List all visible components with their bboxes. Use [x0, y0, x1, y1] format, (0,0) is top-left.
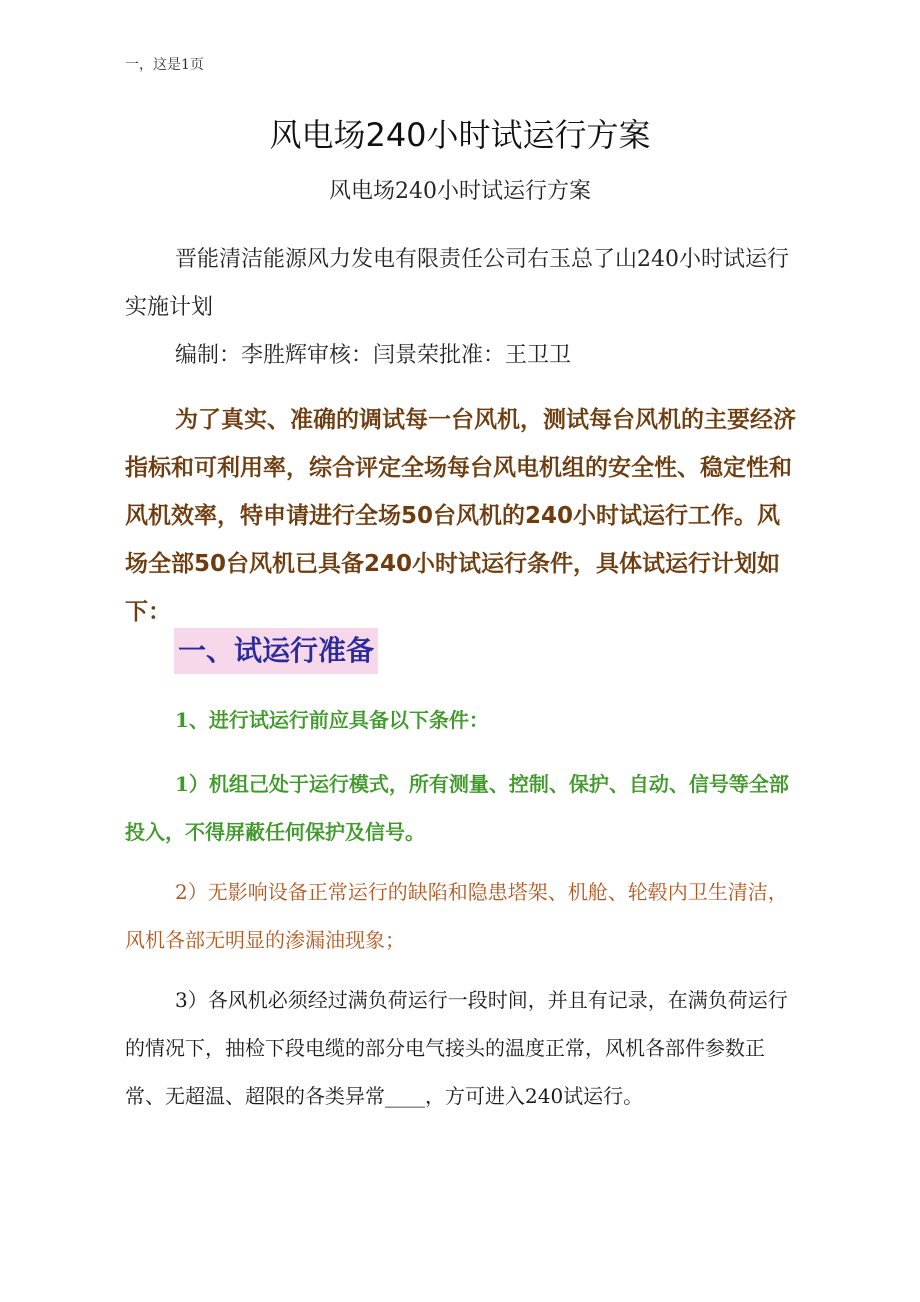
intro-paragraph: 为了真实、准确的调试每一台风机，测试每台风机的主要经济指标和可利用率，综合评定全场每台风电机组的安全性、稳定性和风机效率，特申请进行全场50台风机的240小时试运行工作。风场全部50台风机已具备240小时试运行条件，具体试运行计划如下：	[125, 407, 796, 625]
organization-line: 晋能清洁能源风力发电有限责任公司右玉总了山240小时试运行实施计划	[125, 247, 789, 320]
document-subtitle: 风电场240小时试运行方案	[329, 179, 591, 204]
condition-item-3: 3）各风机必须经过满负荷运行一段时间，并且有记录，在满负荷运行的情况下，抽检下段电缆的部分电气接头的温度正常，风机各部件参数正常、无超温、超限的各类异常____，方可进入240试运行。	[125, 988, 788, 1108]
conditions-heading: 1、进行试运行前应具备以下条件：	[175, 708, 489, 732]
section-heading: 一、试运行准备	[174, 628, 378, 674]
condition-item-1: 1）机组己处于运行模式，所有测量、控制、保护、自动、信号等全部投入，不得屏蔽任何保护及信号。	[125, 772, 789, 844]
document-title: 风电场240小时试运行方案	[269, 116, 651, 154]
condition-item-2: 2）无影响设备正常运行的缺陷和隐患塔架、机舱、轮毂内卫生清洁，风机各部无明显的渗漏油现象；	[125, 880, 788, 952]
editors-line: 编制：李胜辉审核：闫景荣批准：王卫卫	[175, 343, 572, 368]
page-header-note: 一，这是1页	[125, 57, 204, 73]
